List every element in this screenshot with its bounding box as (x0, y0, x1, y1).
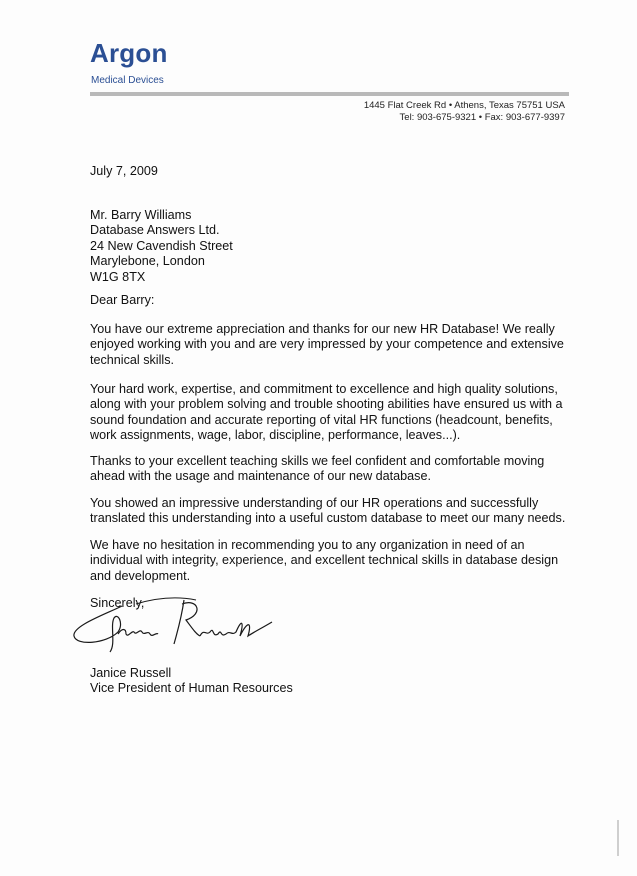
letter-date: July 7, 2009 (90, 164, 158, 178)
company-address: 1445 Flat Creek Rd • Athens, Texas 75751 USA (363, 100, 565, 111)
body-paragraph: We have no hesitation in recommending you to any organization in need of an individual with integrity, experience, and excellent technical skills in database design and development. (90, 538, 559, 583)
body-paragraph: You have our extreme appreciation and thanks for our new HR Database! We really enjoyed working with you and are very impressed by your competence and extensive technical skills. (90, 322, 564, 367)
closing: Sincerely, (90, 596, 145, 610)
body-paragraph: Thanks to your excellent teaching skills we feel confident and comfortable moving ahead with the usage and maintenance of our new database. (90, 454, 545, 484)
signer-title: Vice President of Human Resources (90, 681, 293, 695)
letterhead-divider (90, 92, 569, 96)
body-paragraph: You showed an impressive understanding of our HR operations and successfully translated this understanding into a useful custom database to meet our many needs. (90, 496, 566, 526)
recipient-line: Marylebone, London (90, 254, 205, 269)
recipient-line: W1G 8TX (90, 269, 146, 284)
company-logo-name: Argon (90, 38, 168, 68)
letterhead-contact (364, 100, 565, 124)
page-edge-mark (617, 820, 619, 856)
recipient-line: Mr. Barry Williams (90, 208, 192, 222)
recipient-address (90, 208, 233, 285)
recipient-line: 24 New Cavendish Street (90, 238, 233, 253)
company-phone-fax: Tel: 903-675-9321 • Fax: 903-677-9397 (399, 112, 565, 123)
body-paragraph: Your hard work, expertise, and commitment to excellence and high quality solutions, along with your problem solving and trouble shooting abilities have ensured us with a sound foundation and accurate reporting of vital HR functions (headcount, benefits, work assignments, wage, labor, discipline, performance, leaves...). (90, 382, 563, 443)
signer-name: Janice Russell (90, 666, 172, 680)
recipient-line: Database Answers Ltd. (90, 223, 220, 238)
company-division: Medical Devices (91, 75, 164, 86)
handwritten-signature (66, 592, 286, 672)
salutation: Dear Barry: (90, 293, 155, 307)
